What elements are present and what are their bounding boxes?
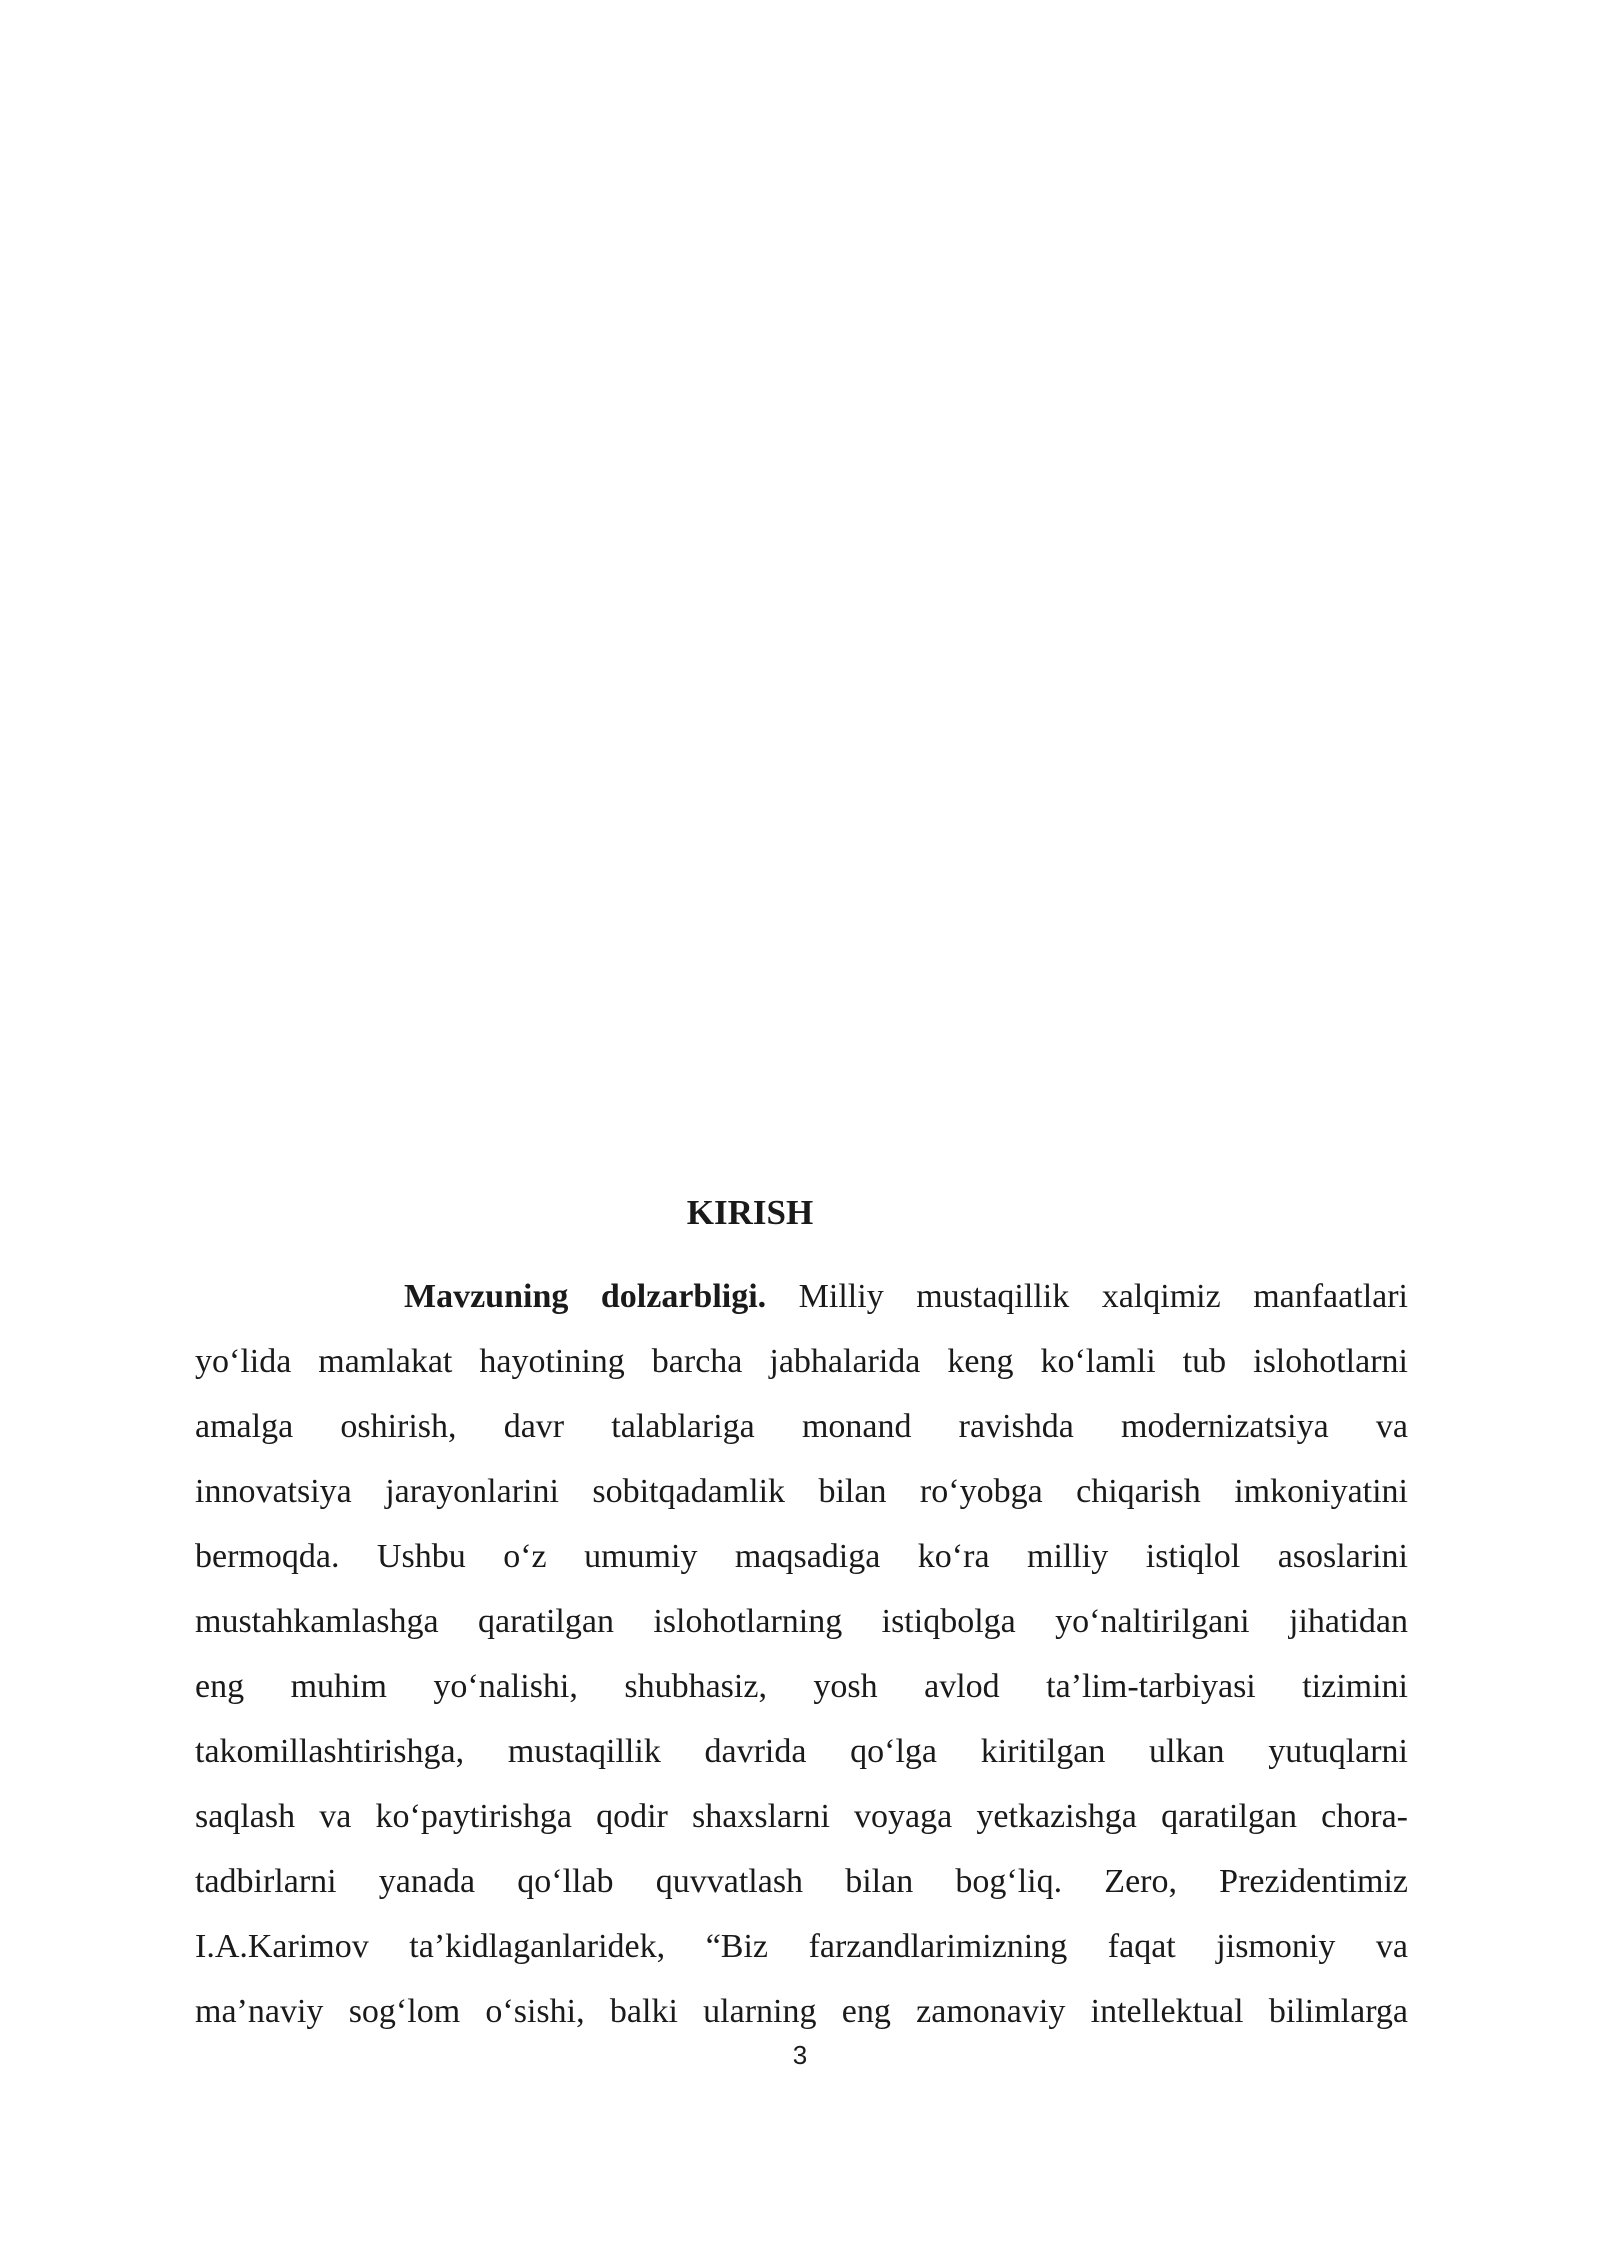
paragraph-line: yo‘lida mamlakat hayotining barcha jabhalarida keng ko‘lamli tub islohotlarni [195, 1343, 1408, 1380]
paragraph-line: innovatsiya jarayonlarini sobitqadamlik bilan ro‘yobga chiqarish imkoniyatini [195, 1473, 1408, 1510]
paragraph-line: takomillashtirishga, mustaqillik davrida qo‘lga kiritilgan ulkan yutuqlarni [195, 1733, 1408, 1770]
paragraph-line: mustahkamlashga qaratilgan islohotlarning istiqbolga yo‘naltirilgani jihatidan [195, 1603, 1408, 1640]
paragraph-line: amalga oshirish, davr talablariga monand ravishda modernizatsiya va [195, 1408, 1408, 1445]
section-heading: KIRISH [686, 1193, 814, 1232]
paragraph-line: tadbirlarni yanada qo‘llab quvvatlash bilan bog‘liq. Zero, Prezidentimiz [195, 1863, 1408, 1900]
paragraph-line: eng muhim yo‘nalishi, shubhasiz, yosh avlod ta’lim-tarbiyasi tizimini [195, 1668, 1408, 1705]
paragraph-line [195, 1264, 1408, 1329]
paragraph-line: bermoqda. Ushbu o‘z umumiy maqsadiga ko‘ra milliy istiqlol asoslarini [195, 1538, 1408, 1575]
paragraph-line: saqlash va ko‘paytirishga qodir shaxslarni voyaga yetkazishga qaratilgan chora- [195, 1798, 1408, 1835]
body-paragraph [195, 1264, 1408, 2044]
page-number: 3 [792, 2040, 808, 2070]
paragraph-line: ma’naviy sog‘lom o‘sishi, balki ularning eng zamonaviy intellektual bilimlarga [195, 1993, 1408, 2030]
line-text: Milliy mustaqillik xalqimiz manfaatlari [766, 1278, 1408, 1315]
lead-title: Mavzuning dolzarbligi. [404, 1278, 767, 1315]
paragraph-line: I.A.Karimov ta’kidlaganlaridek, “Biz farzandlarimizning faqat jismoniy va [195, 1928, 1408, 1965]
